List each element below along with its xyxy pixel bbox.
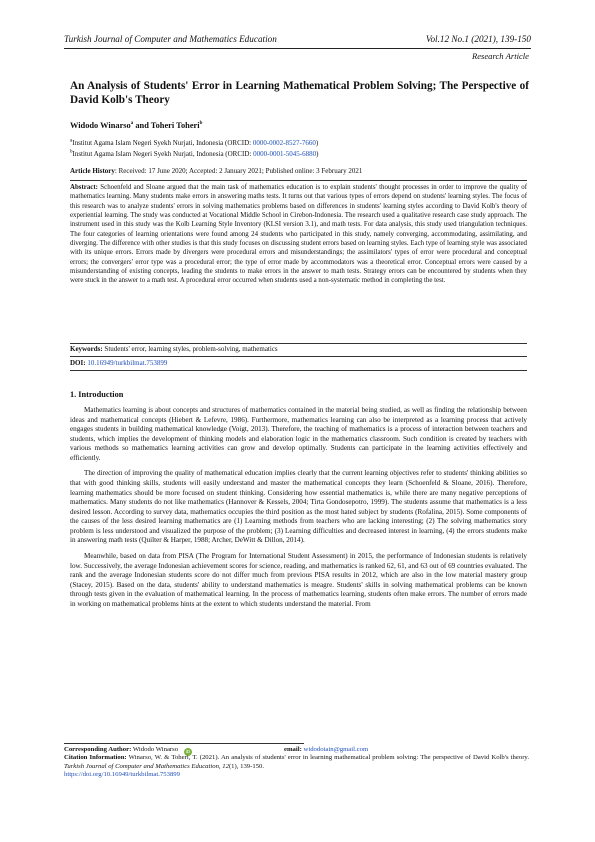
citation-label: Citation Information:	[64, 754, 127, 761]
abstract	[70, 183, 527, 286]
paper-title: An Analysis of Students' Error in Learning Mathematical Problem Solving; The Perspective of David Kolb's Theory	[70, 80, 529, 107]
author-2: Toheri Toheri	[150, 121, 200, 130]
article-history	[70, 167, 362, 176]
affiliation-b-sup: b	[70, 149, 73, 155]
doi-top-rule	[70, 356, 527, 357]
citation-information	[64, 754, 529, 780]
email-link[interactable]: widodoiain@gmail.com	[303, 746, 369, 753]
keywords-text: Students' error, learning styles, problem-solving, mathematics	[102, 345, 278, 353]
section-heading: 1. Introduction	[70, 390, 124, 399]
history-label: Article History	[70, 167, 115, 175]
email-label: email:	[284, 746, 302, 753]
corr-name: Widodo Winarso	[131, 746, 179, 753]
citation-journal: Turkish Journal of Computer and Mathematics Education, 12	[64, 762, 229, 770]
paragraph: Mathematics learning is about concepts and structures of mathematics contained in the material being studied, as well as finding the relationship between ideas and mathematical concepts (Hiebert & Lefevre, 1986). Furthermore, mathematics learning can also be interpreted as a learning process that actively engages students in building mathematical knowledge (Voigt, 2013). Therefore, the teaching of mathematics is a process of interaction between teachers and students, which implies the development of thinking models and elaboration logic in the mathematics classroom. Such condition is created by teachers with various methods so mathematics learning activities can grow and develop optimally. Students can participate in the learning activities effectively and efficiently.	[70, 406, 527, 462]
corr-label: Corresponding Author:	[64, 746, 132, 753]
abstract-top-rule	[70, 180, 527, 181]
citation-text: Winarso, W. & Toheri, T. (2021). An analysis of students' error in learning mathematical problem solving: The perspective of David Kolb's theory.	[126, 754, 530, 761]
keywords-label: Keywords:	[70, 345, 103, 353]
body-text	[70, 406, 527, 616]
author-2-sup: b	[199, 121, 203, 127]
volume-info: Vol.12 No.1 (2021), 139-150	[425, 34, 531, 44]
affiliation-a-sup: a	[70, 138, 73, 144]
keywords-rule	[70, 343, 527, 344]
doi-bottom-rule	[70, 370, 527, 371]
author-1-sup: a	[130, 121, 134, 127]
doi-label: DOI:	[70, 359, 86, 367]
doi-link[interactable]: 10.16949/turkbilmat.753899	[87, 359, 168, 367]
keywords	[70, 345, 278, 354]
history-text: : Received: 17 June 2020; Accepted: 2 January 2021; Published online: 3 February 2021	[114, 167, 363, 175]
affiliation-a-close: )	[315, 139, 319, 147]
journal-name: Turkish Journal of Computer and Mathematics Education	[64, 34, 277, 44]
running-header	[64, 34, 531, 45]
author-1: Widodo Winarso	[70, 121, 131, 130]
abstract-text: Schoenfeld and Sloane argued that the main task of mathematics education is to explain students' thought processes in order to improve the quality of mathematics learning. Many students make errors in answering maths tests. It turns out that various types of errors depend on students' learning styles. The focus of this research was to analyze students' errors in solving mathematics problems based on differences in students' learning styles according to David Kolb's theory of experiential learning. The study was conducted at Vocational Middle School in Cirebon-Indonesia. The research used a qualitative research case study approach. The instrument used in this study was the Kolb Learning Style Inventory (KLSI version 3.1), and math tests. For data analysis, this study used triangulation techniques. The four categories of learning orientations were found among 24 students who participated in this study, namely converging, accommodating, assimilating, and diverging. The difference with other studies is that this study focuses on discussing student errors based on learning styles. Each type of learning style was associated with its unique errors. Errors made by divergers were procedural errors and misunderstandings; the assimilators' types of error were procedural and conceptual errors; the convergers' error type was a procedural error; the type of error made by accommodators was a theoretical error. Conceptual errors were caused by a misunderstanding of existing concepts, leading the students to make errors in the answer to math tests. Strategy errors can be encountered by students when they were stuck in the answer to a math test. A procedural error occurred when students used a non-systematic method in completing the test.	[70, 184, 527, 285]
footnote-rule	[64, 743, 304, 744]
affiliation-b	[70, 150, 318, 159]
orcid-link-b[interactable]: 0000-0001-5045-6880	[253, 150, 317, 158]
article-type: Research Article	[471, 51, 529, 61]
affiliation-b-text: Institut Agama Islam Negeri Syekh Nurjati, Indonesia (ORCID:	[72, 150, 254, 158]
affiliation-b-close: )	[316, 150, 319, 158]
paragraph: The direction of improving the quality of mathematical education implies clearly that the current learning objectives refer to students' thinking abilities so that with good thinking skills, students will easily understand and master the mathematical concepts they learn (Schoenfeld & Sloane, 2016). Therefore, learning mathematics should be more focused on student thinking. Considering how essential mathematics is, while there are many negative perceptions of mathematics. Many students do not like mathematics (Hannover & Kessels, 2004; Tirta Gondosepotro, 1999). The students assume that mathematics is a less desired lesson. According to survey data, mathematics occupies the third position as the most hated subject by students (Rofalina, 2015). Some components of the causes of the less desired learning mathematics are (1) Learning methods from teachers who are lacking interesting; (2) The solving mathematics story problem is less understood and visualized the purpose of the problem; (3) Learning difficulties and decreased interest in learning, (4) the errors students make in answering math tests (Quilter & Harper, 1988; Archer, DeWitt & Dillon, 2014).	[70, 469, 527, 545]
orcid-icon[interactable]: iD	[185, 748, 191, 754]
affiliation-a-text: Institut Agama Islam Negeri Syekh Nurjati, Indonesia (ORCID:	[72, 139, 253, 147]
email-block	[284, 745, 368, 754]
author-connector: and	[133, 121, 151, 130]
header-rule	[64, 48, 531, 49]
citation-issue: (1), 139-150.	[228, 762, 265, 770]
abstract-label: Abstract:	[70, 184, 98, 191]
author-line	[70, 120, 202, 131]
paragraph: Meanwhile, based on data from PISA (The Program for International Student Assessment) in 2015, the performance of Indonesian students is relatively low. Successively, the average Indonesian achievement scores for science, reading, and mathematics is ranked 62, 61, and 63 out of 69 countries evaluated. The rank and the average Indonesian students score do not differ much from previous PISA results in 2012, which are also in the low material mastery group (Stacey, 2015). Based on the data, students' ability to understand mathematics is meagre. Students' skills in solving mathematical problems can be known through tests given in the evaluation of mathematical learning. In the process of mathematics learning, students often make errors. The number of errors made in working on mathematical problems hints at the extent to which students understand the material. From	[70, 552, 527, 608]
citation-url[interactable]: https://doi.org/10.16949/turkbilmat.753899	[64, 771, 180, 779]
affiliation-a	[70, 139, 318, 148]
orcid-link-a[interactable]: 0000-0002-8527-7660	[252, 139, 316, 147]
doi-line	[70, 359, 167, 368]
